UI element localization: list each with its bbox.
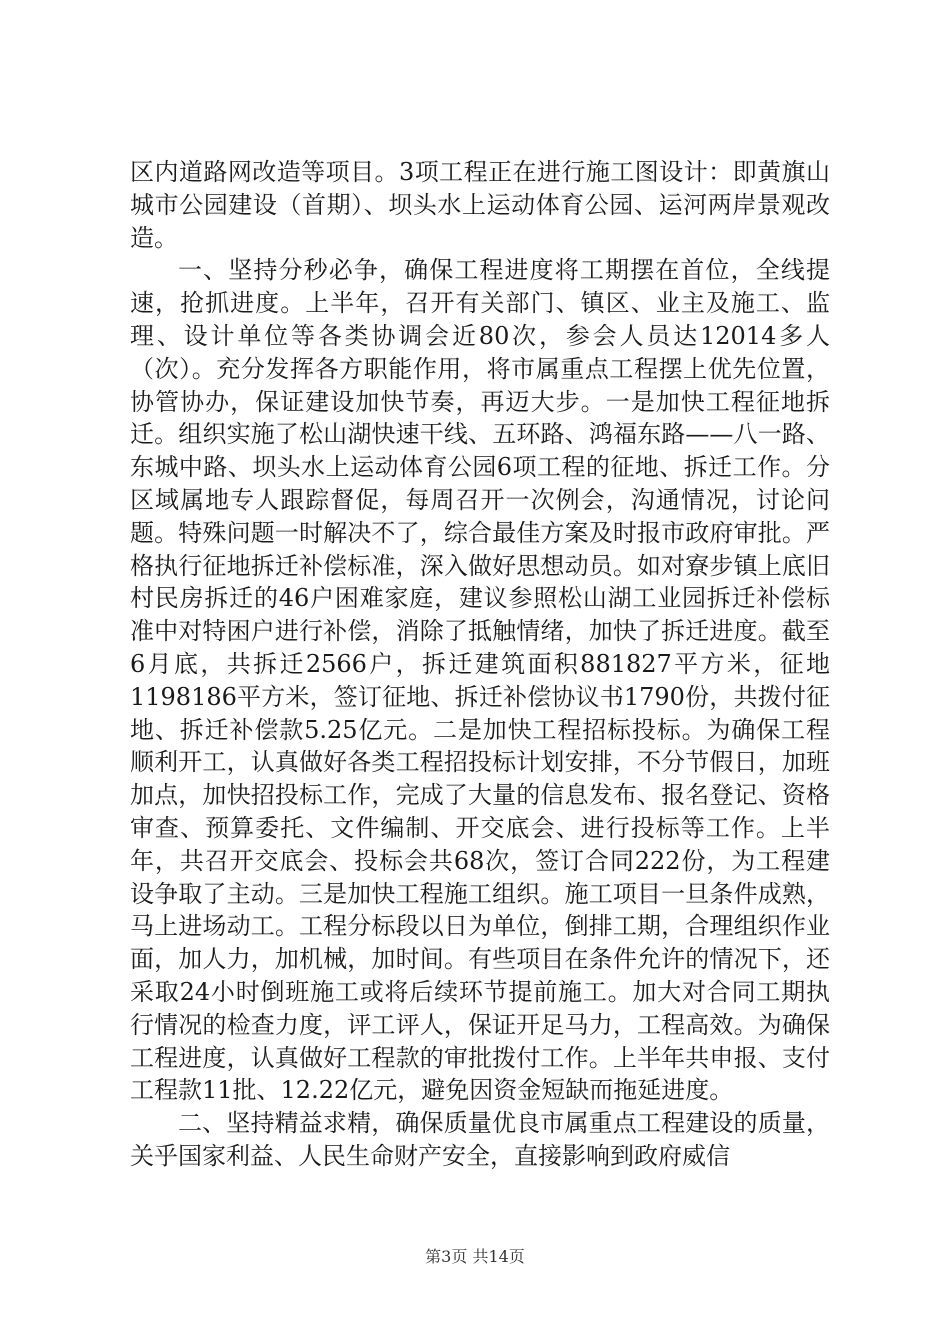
page-footer — [0, 1244, 950, 1267]
paragraph-continuation: 区内道路网改造等项目。3项工程正在进行施工图设计：即黄旗山城市公园建设（首期）、坝头水上运动体育公园、运河两岸景观改造。 — [130, 158, 830, 252]
document-body — [130, 156, 830, 1173]
paragraph-section-one: 一、坚持分秒必争，确保工程进度将工期摆在首位，全线提速，抢抓进度。上半年，召开有关部门、镇区、业主及施工、监理、设计单位等各类协调会近80次，参会人员达12014多人（次）。充分发挥各方职能作用，将市属重点工程摆上优先位置，协管协办，保证建设加快节奏，再迈大步。一是加快工程征地拆迁。组织实施了松山湖快速干线、五环路、鸿福东路——八一路、东城中路、坝头水上运动体育公园6项工程的征地、拆迁工作。分区域属地专人跟踪督促，每周召开一次例会，沟通情况，讨论问题。特殊问题一时解决不了，综合最佳方案及时报市政府审批。严格执行征地拆迁补偿标准，深入做好思想动员。如对寮步镇上底旧村民房拆迁的46户困难家庭，建议参照松山湖工业园拆迁补偿标准中对特困户进行补偿，消除了抵触情绪，加快了拆迁进度。截至6月底，共拆迁2566户，拆迁建筑面积881827平方米，征地1198186平方米，签订征地、拆迁补偿协议书1790份，共拨付征地、拆迁补偿款5.25亿元。二是加快工程招标投标。为确保工程顺利开工，认真做好各类工程招投标计划安排，不分节假日，加班加点，加快招投标工作，完成了大量的信息发布、报名登记、资格审查、预算委托、文件编制、开交底会、进行投标等工作。上半年，共召开交底会、投标会共68次，签订合同222份，为工程建设争取了主动。三是加快工程施工组织。施工项目一旦条件成熟，马上进场动工。工程分标段以日为单位，倒排工期，合理组织作业面，加人力，加机械，加时间。有些项目在条件允许的情况下，还采取24小时倒班施工或将后续环节提前施工。加大对合同工期执行情况的检查力度，评工评人，保证开足马力，工程高效。为确保工程进度，认真做好工程款的审批拨付工作。上半年共申报、支付工程款11批、12.22亿元，避免因资金短缺而拖延进度。 — [130, 256, 830, 1105]
paragraph-section-two: 二、坚持精益求精，确保质量优良市属重点工程建设的质量，关乎国家利益、人民生命财产安全，直接影响到政府威信 — [130, 1109, 830, 1170]
page-number: 第3页 共14页 — [425, 1247, 525, 1266]
